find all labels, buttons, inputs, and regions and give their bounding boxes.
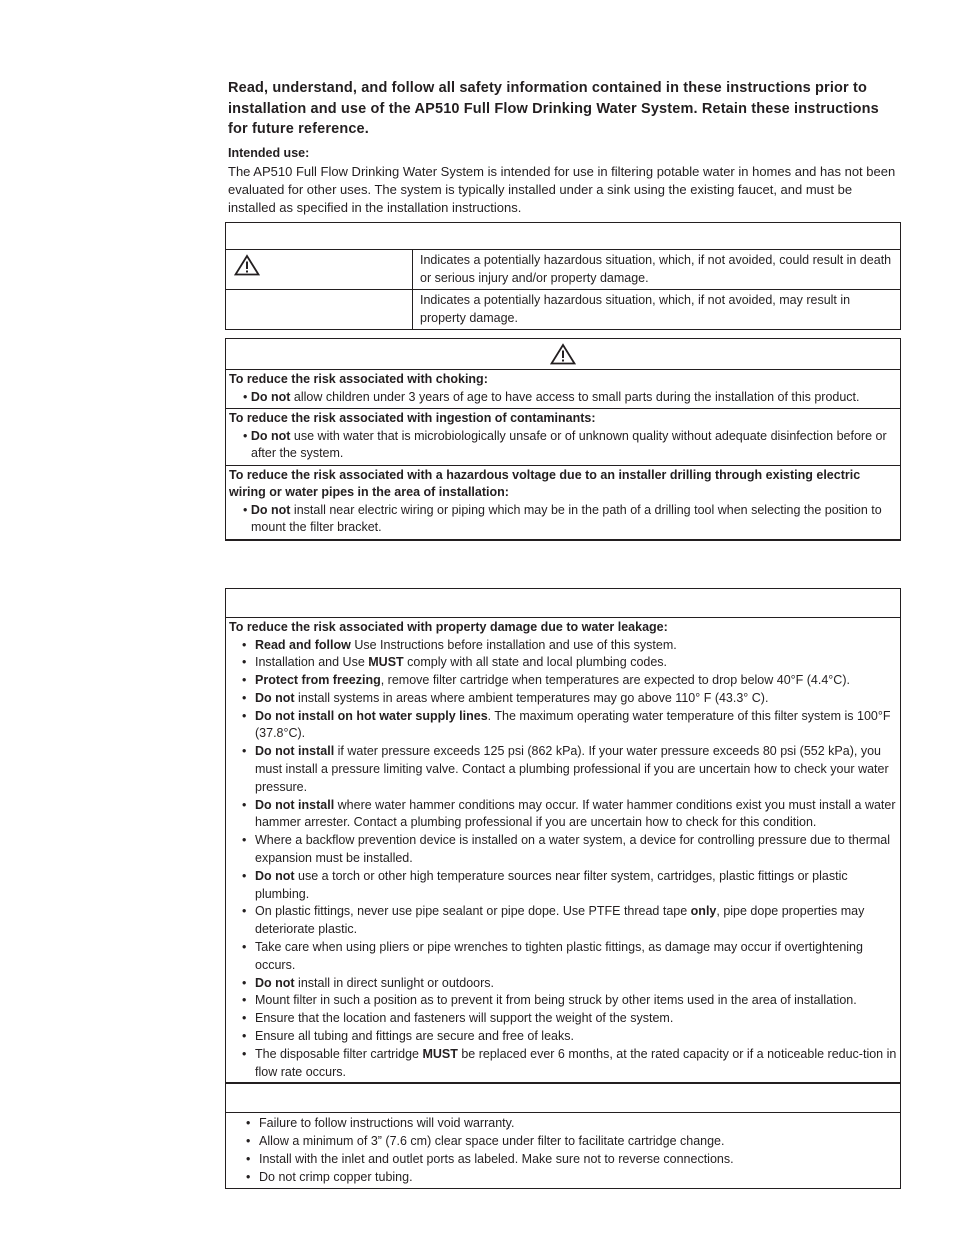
item-text: Mount filter in such a position as to prevent it from being struck by other items used in the area of installation. xyxy=(255,993,857,1008)
section-title: To reduce the risk associated with choking: xyxy=(229,372,488,386)
item-text: be replaced ever 6 months, at the rated capacity or if a noticeable reduc-tion in flow rate occurs. xyxy=(255,1046,897,1079)
warning-section-contaminants xyxy=(226,409,901,466)
notice-list-item xyxy=(229,1133,897,1151)
bold-text: Do not xyxy=(255,690,295,705)
section-item: • Do not use with water that is microbiologically unsafe or of unknown quality without adequate disinfection before or after the system. xyxy=(243,428,887,460)
item-text: Ensure all tubing and fittings are secure and free of leaks. xyxy=(255,1029,574,1044)
warning-table-header xyxy=(226,339,901,370)
bold-text: Do not install on hot water supply lines xyxy=(255,708,488,723)
caution-list-item xyxy=(229,939,897,975)
caution-list xyxy=(229,637,897,1082)
warning-triangle-icon xyxy=(550,343,576,365)
bullet: • xyxy=(246,1134,251,1149)
section-item: • Do not allow children under 3 years of age to have access to small parts during the installation of this product. xyxy=(243,389,860,404)
bullet: • xyxy=(242,940,247,955)
caution-list-item xyxy=(229,1028,897,1046)
caution-list-item xyxy=(229,1010,897,1028)
item-text: Do not crimp copper tubing. xyxy=(259,1169,413,1184)
intended-use-heading: Intended use: xyxy=(228,145,310,160)
bullet: • xyxy=(242,708,247,723)
bullet: • xyxy=(242,690,247,705)
signal-description-warning: Indicates a potentially hazardous situation, which, if not avoided, could result in death or serious injury and/or property damage. xyxy=(413,250,901,290)
caution-list-item xyxy=(229,992,897,1010)
bullet: • xyxy=(242,673,247,688)
item-text: use with water that is microbiologically unsafe or of unknown quality without adequate disinfection before or after the system. xyxy=(251,428,887,460)
bullet: • xyxy=(242,993,247,1008)
item-text: On plastic fittings, never use pipe sealant or pipe dope. Use PTFE thread tape xyxy=(255,904,691,919)
bullet: • xyxy=(242,833,247,848)
bold-text: MUST xyxy=(422,1046,458,1061)
bullet: • xyxy=(246,1169,251,1184)
notice-table-header xyxy=(226,1083,901,1113)
caution-list-item xyxy=(229,832,897,868)
bold-text: Do not xyxy=(255,975,295,990)
section-title: To reduce the risk associated with ingestion of contaminants: xyxy=(229,411,596,425)
notice-list xyxy=(229,1115,897,1186)
item-text: install near electric wiring or piping which may be in the path of a drilling tool when selecting the position to mount the filter bracket. xyxy=(251,502,882,534)
bullet: • xyxy=(242,744,247,759)
bold-text: Do not install xyxy=(255,797,335,812)
item-text: Installation and Use xyxy=(255,655,369,670)
notice-list-item xyxy=(229,1115,897,1133)
signal-table-header xyxy=(226,223,901,250)
bold-text: only xyxy=(690,904,717,919)
item-text: if water pressure exceeds 125 psi (862 kPa). If your water pressure exceeds 80 psi (552 kPa), you must install a pressure limiting valve. Contact a plumbing professional if you are uncertain how to check your water pressure. xyxy=(255,744,889,794)
signal-description-caution: Indicates a potentially hazardous situation, which, if not avoided, may result in property damage. xyxy=(413,290,901,330)
intended-use-text: The AP510 Full Flow Drinking Water System is intended for use in filtering potable water in homes and has not been evaluated for other uses. The system is typically installed under a sink using the existing faucet, and must be installed as specified in the installation instructions. xyxy=(228,163,896,215)
bullet: • xyxy=(242,1029,247,1044)
signal-icon-cell-empty xyxy=(226,290,413,330)
caution-title: To reduce the risk associated with property damage due to water leakage: xyxy=(229,620,668,634)
item-text: use a torch or other high temperature sources near filter system, cartridges, plastic fittings or plastic plumbing. xyxy=(255,868,848,901)
caution-section xyxy=(226,618,901,1084)
bullet: • xyxy=(242,637,247,652)
bold-text: Do not xyxy=(250,428,291,443)
caution-list-item xyxy=(229,654,897,672)
warning-section-voltage xyxy=(226,465,901,540)
bullet: • xyxy=(242,975,247,990)
caution-list-item xyxy=(229,637,897,655)
item-text: Use Instructions before installation and use of this system. xyxy=(350,637,677,652)
item-text: Where a backflow prevention device is installed on a water system, a device for controlling pressure due to thermal expansion must be installed. xyxy=(255,833,891,866)
warning-section-choking xyxy=(226,370,901,409)
item-text: where water hammer conditions may occur. If water hammer conditions exist you must install a water hammer arrester. Contact a plumbing professional if you are uncertain how to check for this condition. xyxy=(255,797,896,830)
warning-table xyxy=(225,338,901,541)
bold-text: Protect from freezing xyxy=(255,673,381,688)
caution-list-item xyxy=(229,975,897,993)
item-text: The disposable filter cartridge xyxy=(255,1046,423,1061)
caution-list-item xyxy=(229,1046,897,1082)
bullet: • xyxy=(242,1046,247,1061)
caution-list-item xyxy=(229,743,897,796)
item-text: , remove filter cartridge when temperatures are expected to drop below 40°F (4.4°C). xyxy=(380,673,850,688)
caution-table xyxy=(225,588,901,1189)
item-text: install systems in areas where ambient temperatures may go above 110° F (43.3° C). xyxy=(294,690,769,705)
bullet: • xyxy=(246,1152,251,1167)
bullet: • xyxy=(242,904,247,919)
item-text: Allow a minimum of 3” (7.6 cm) clear space under filter to facilitate cartridge change. xyxy=(259,1134,725,1149)
item-text: allow children under 3 years of age to have access to small parts during the installation of this product. xyxy=(290,389,860,404)
section-item: • Do not install near electric wiring or piping which may be in the path of a drilling tool when selecting the position to mount the filter bracket. xyxy=(243,502,882,534)
bold-text: Read and follow xyxy=(255,637,351,652)
bold-text: MUST xyxy=(368,655,404,670)
bullet: • xyxy=(242,1011,247,1026)
bullet: • xyxy=(246,1116,251,1131)
bullet: • xyxy=(242,868,247,883)
item-text: Failure to follow instructions will void warranty. xyxy=(259,1116,515,1131)
bold-text: Do not xyxy=(250,502,291,517)
caution-list-item xyxy=(229,797,897,833)
intro-section xyxy=(228,78,898,217)
section-title: To reduce the risk associated with a hazardous voltage due to an installer drilling through existing electric wiring or water pipes in the area of installation: xyxy=(229,467,861,499)
safety-lead-paragraph: Read, understand, and follow all safety information contained in these instructions prior to installation and use of the AP510 Full Flow Drinking Water System. Retain these instructions for future reference. xyxy=(228,80,879,137)
bold-text: Do not xyxy=(250,389,291,404)
signal-word-table xyxy=(225,222,901,330)
bullet: • xyxy=(242,797,247,812)
item-text: Install with the inlet and outlet ports as labeled. Make sure not to reverse connections. xyxy=(259,1152,734,1167)
caution-list-item xyxy=(229,903,897,939)
bold-text: Do not install xyxy=(255,744,335,759)
item-text: Take care when using pliers or pipe wrenches to tighten plastic fittings, as damage may occur if overtightening occurs. xyxy=(255,940,863,972)
notice-list-item xyxy=(229,1151,897,1169)
item-text: . The maximum operating water temperature of this filter system is 100°F (37.8°C). xyxy=(255,708,891,741)
caution-list-item xyxy=(229,690,897,708)
item-text: install in direct sunlight or outdoors. xyxy=(294,975,494,990)
caution-list-item xyxy=(229,708,897,744)
signal-icon-cell xyxy=(226,250,413,290)
item-text: comply with all state and local plumbing codes. xyxy=(403,655,668,670)
caution-list-item xyxy=(229,868,897,904)
caution-table-header xyxy=(226,589,901,618)
warning-triangle-icon xyxy=(234,254,260,276)
notice-section xyxy=(226,1113,901,1188)
item-text: Ensure that the location and fasteners will support the weight of the system. xyxy=(255,1011,674,1026)
item-text: , pipe dope properties may deteriorate plastic. xyxy=(255,904,865,937)
bold-text: Do not xyxy=(255,868,295,883)
notice-list-item xyxy=(229,1169,897,1187)
caution-list-item xyxy=(229,672,897,690)
bullet: • xyxy=(242,655,247,670)
